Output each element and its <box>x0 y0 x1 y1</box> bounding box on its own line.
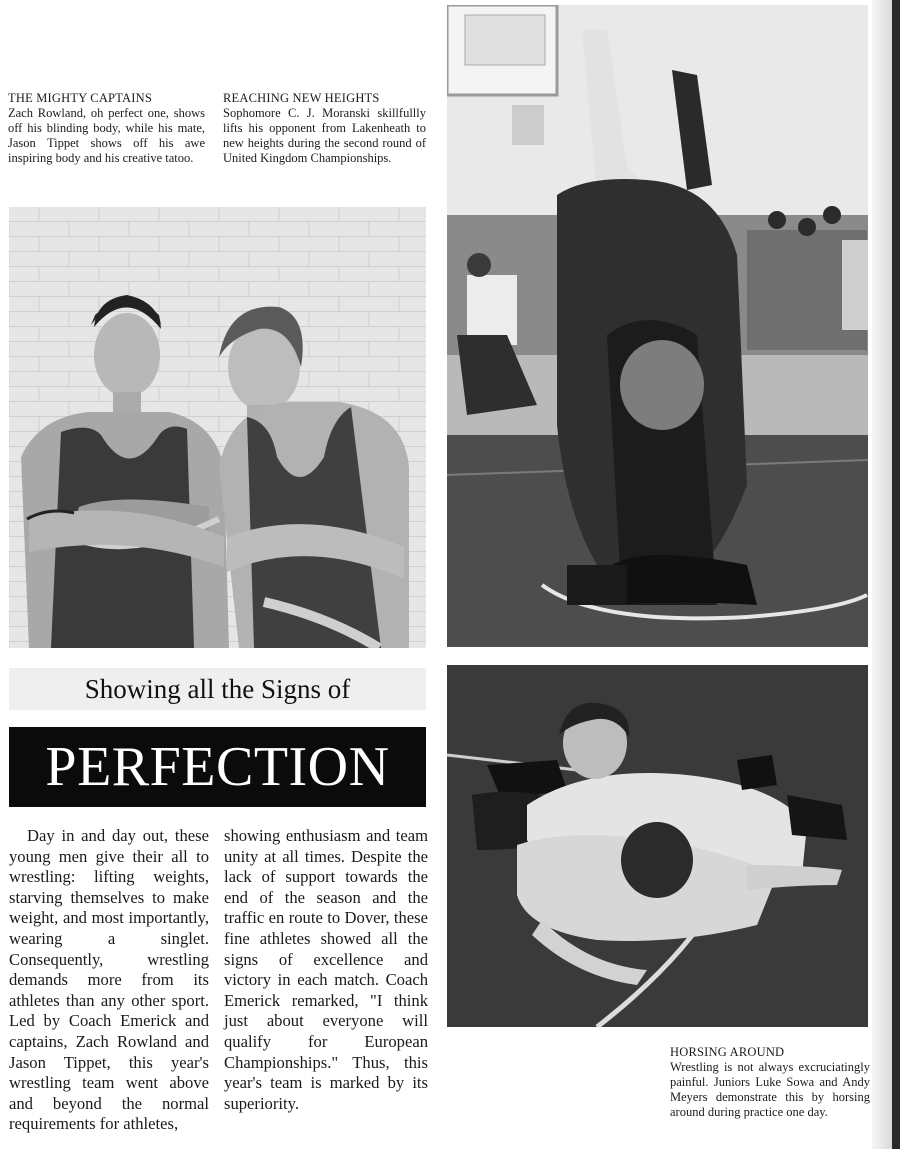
caption-title: THE MIGHTY CAPTAINS <box>8 91 152 105</box>
caption-title: HORSING AROUND <box>670 1045 785 1059</box>
page-gutter <box>872 0 892 1149</box>
caption-horsing-around <box>670 1045 870 1120</box>
article-title: PERFECTION <box>9 727 426 807</box>
caption-title: REACHING NEW HEIGHTS <box>223 91 380 105</box>
caption-mighty-captains <box>8 91 205 166</box>
page-edge <box>892 0 900 1149</box>
caption-text: Sophomore C. J. Moranski skillfullly lifts his opponent from Lakenheath to new heights during the second round of United Kingdom Championships. <box>223 106 426 165</box>
article-subtitle: Showing all the Signs of <box>9 668 426 710</box>
caption-text: Zach Rowland, oh perfect one, shows off his blinding body, while his mate, Jason Tippet shows off his awe inspiring body and his creative tatoo. <box>8 106 205 165</box>
caption-text: Wrestling is not always excruciatingly painful. Juniors Luke Sowa and Andy Meyers demonstrate this by horsing around during practice one day. <box>670 1060 870 1119</box>
lift-photo <box>447 5 868 647</box>
horsing-around-photo <box>447 665 868 1027</box>
article-body-column-2: showing enthusiasm and team unity at all times. Despite the lack of support towards the end of the season and the traffic en route to Dover, these fine athletes showed all the signs of excellence and victory in each match. Coach Emerick remarked, "I think just about everyone will qualify for European Championships." Thus, this year's team is marked by its superiority. <box>224 826 428 1113</box>
captains-photo <box>9 207 426 648</box>
article-body-column-1: Day in and day out, these young men give their all to wrestling: lifting weights, starving themselves to make weight, and most importantly, wearing a singlet. Consequently, wrestling demands more from its athletes than any other sport. Led by Coach Emerick and captains, Zach Rowland and Jason Tippet, this year's wrestling team went above and beyond the normal requirements for athletes, <box>9 826 209 1134</box>
caption-new-heights <box>223 91 426 166</box>
